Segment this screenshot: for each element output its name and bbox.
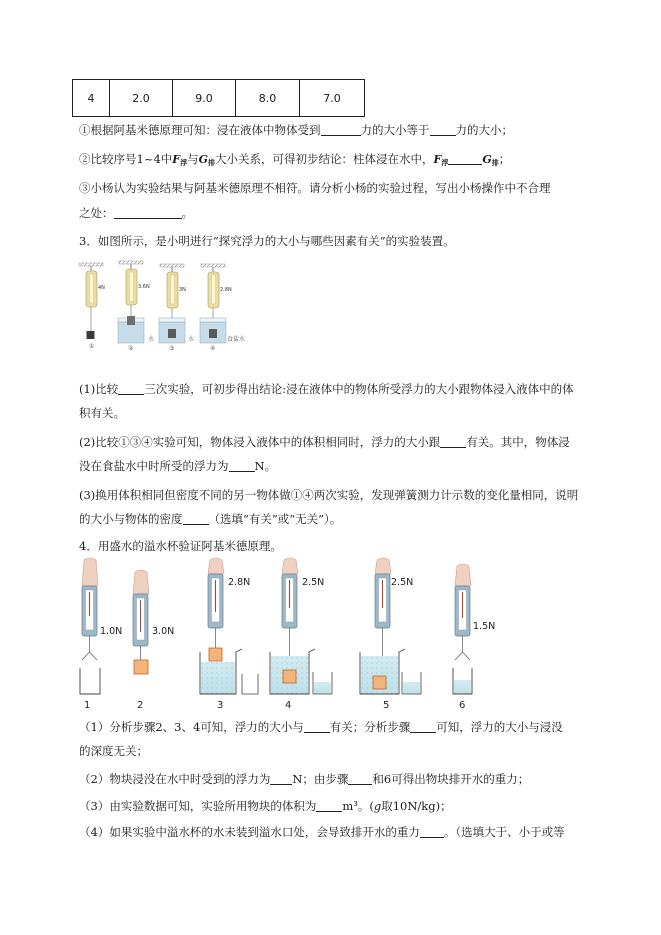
liquid-label: 水 [148, 336, 155, 343]
step-2 [133, 570, 174, 711]
q2-item2: ②比较序号1~4中$F_浮$与$G_排$大小关系，可得初步结论：柱体浸在水中，$F_浮$ $G_排$； [79, 152, 511, 167]
answer-blank[interactable] [316, 800, 342, 812]
q3-part1-line1: (1)比较 三次实验，可初步得出结论:浸在液体中的物体所受浮力的大小跟物体浸入液体中的体 [79, 382, 574, 396]
small-beaker [80, 668, 100, 694]
setup-1 [79, 263, 105, 350]
q4-title: 4．用盛水的溢水杯验证阿基米德原理。 [79, 539, 282, 553]
step-5 [360, 558, 421, 711]
block [209, 648, 222, 661]
step-label: 1 [84, 700, 91, 711]
data-table [72, 79, 365, 117]
scale-reading: 4N [98, 285, 105, 291]
setup-label: ③ [169, 345, 175, 350]
setup-label: ① [89, 343, 95, 350]
answer-blank[interactable] [321, 124, 361, 136]
scale-reading: 3.0N [152, 626, 175, 637]
liquid-label: 食盐水 [227, 336, 246, 343]
q4-part3: （3）由实验数据可知，实验所用物块的体积为 m³。(g取10N/kg)； [79, 799, 452, 813]
step-label: 6 [459, 700, 466, 711]
step-6 [453, 564, 495, 711]
table-cell: 7.0 [300, 80, 365, 117]
q3-part3-line2: 的大小与物体的密度 （选填“有关”或“无关”）。 [79, 512, 342, 526]
step-4 [270, 558, 332, 711]
support-bar [201, 264, 225, 267]
answer-blank[interactable] [440, 436, 466, 448]
table-row [73, 80, 365, 117]
setup-3 [159, 264, 194, 350]
step-3 [200, 558, 258, 711]
q3-figure [76, 258, 246, 350]
setup-label: ④ [210, 345, 216, 350]
q3-part2-line2: 没在食盐水中时所受的浮力为 N。 [79, 459, 277, 473]
setup-label: ② [128, 345, 134, 350]
block [283, 670, 296, 683]
hand [208, 558, 224, 574]
beaker [118, 322, 144, 343]
q2-item3-line2: 之处： 。 [79, 206, 193, 220]
scale-reading: 2.8N [220, 287, 232, 293]
q4-part4: （4）如果实验中溢水杯的水未装到溢水口处，会导致排开水的重力 。（选填大于、小于或等 [79, 825, 565, 839]
scale-reading: 1.5N [473, 621, 496, 632]
metal-block [87, 331, 95, 339]
answer-blank[interactable] [270, 773, 292, 785]
step-label: 3 [217, 700, 224, 711]
hand [82, 558, 98, 586]
answer-blank[interactable] [118, 383, 144, 395]
support-bar [160, 264, 184, 267]
setup-2 [118, 261, 154, 350]
answer-blank[interactable] [348, 773, 372, 785]
liquid-label: 水 [188, 336, 195, 343]
step-label: 2 [137, 700, 144, 711]
support-bar [79, 263, 103, 266]
q2-item3-line1: ③小杨认为实验结果与阿基米德原理不相符。请分析小杨的实验过程，写出小杨操作中不合理 [79, 181, 551, 195]
scale-reading: 3N [179, 287, 186, 293]
small-beaker [242, 674, 258, 694]
answer-blank[interactable] [114, 207, 182, 219]
q4-part1-line2: 的深度无关； [79, 744, 148, 758]
answer-blank[interactable] [448, 153, 482, 165]
q4-figure [70, 556, 506, 712]
scale-reading: 2.5N [302, 577, 325, 588]
metal-block [127, 316, 135, 325]
q2-item1: ①根据阿基米德原理可知：浸在液体中物体受到 力的大小等于 力的大小； [79, 123, 513, 137]
q3-title: 3．如图所示，是小明进行“探究浮力的大小与哪些因素有关”的实验装置。 [79, 234, 455, 248]
q4-part1-line1: （1）分析步骤2、3、4可知，浮力的大小与 有关；分析步骤 可知，浮力的大小与浸没 [79, 720, 563, 734]
metal-block [209, 329, 217, 338]
table-cell: 2.0 [110, 80, 173, 117]
block [134, 660, 148, 674]
answer-blank[interactable] [410, 721, 436, 733]
support-bar [119, 261, 143, 264]
q3-part2-line1: (2)比较①③④实验可知，物体浸入液体中的体积相同时，浮力的大小跟 有关。其中，物体浸 [79, 435, 570, 449]
scale-reading: 3.6N [138, 284, 150, 290]
hand [375, 558, 391, 574]
hand [133, 570, 149, 594]
answer-blank[interactable] [430, 124, 456, 136]
block [373, 676, 386, 689]
step-1 [80, 558, 122, 711]
q3-part3-line1: (3)换用体积相同但密度不同的另一物体做①④两次实验，发现弹簧测力计示数的变化量相同，说明 [79, 488, 579, 502]
scale-reading: 2.8N [228, 577, 251, 588]
scale-reading: 1.0N [100, 626, 123, 637]
step-label: 5 [383, 700, 390, 711]
table-cell: 4 [73, 80, 110, 117]
table-cell: 9.0 [173, 80, 236, 117]
hand [455, 564, 471, 586]
q4-part2: （2）物块浸没在水中时受到的浮力为 N；由步骤 和6可得出物块排开水的重力； [79, 772, 530, 786]
answer-blank[interactable] [304, 721, 330, 733]
setup-4 [200, 264, 245, 350]
scale-reading: 2.5N [391, 577, 414, 588]
answer-blank[interactable] [420, 826, 444, 838]
step-label: 4 [285, 700, 292, 711]
q3-part1-line2: 积有关。 [79, 406, 125, 420]
hand [282, 558, 298, 574]
metal-block [168, 329, 176, 338]
table-cell: 8.0 [236, 80, 300, 117]
answer-blank[interactable] [229, 460, 255, 472]
answer-blank[interactable] [183, 513, 209, 525]
